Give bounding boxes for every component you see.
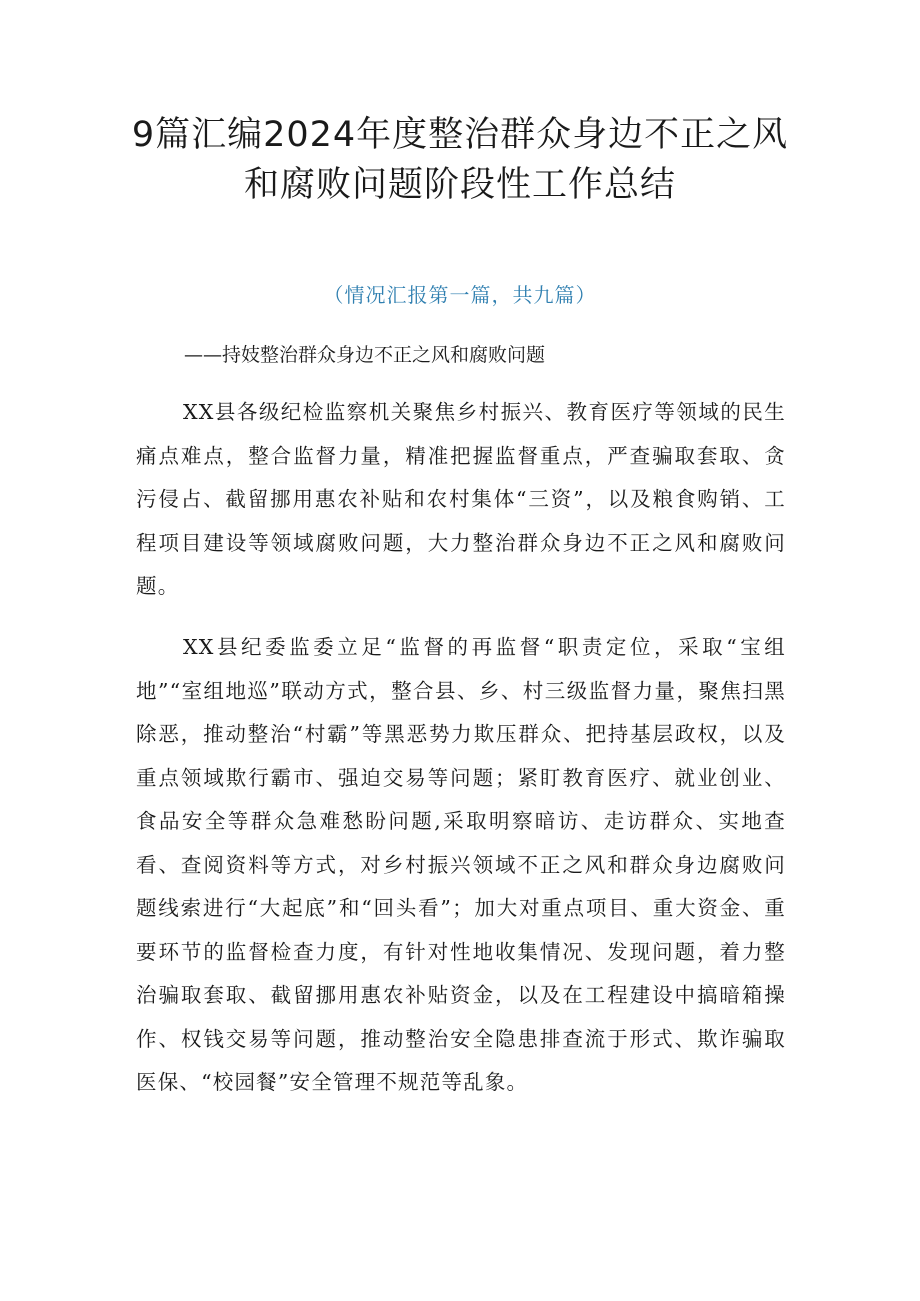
- body-paragraph-2: XX县纪委监委立足“监督的再监督“职责定位，采取“宝组地”“室组地巡”联动方式，整合县、乡、村三级监督力量，聚焦扫黑除恶，推动整治“村霸”等黑恶势力欺压群众、把持基层政权，以及重点领域欺行霸市、强迫交易等问题；紧盯教育医疗、就业创业、食品安全等群众急难愁盼问题,采取明察暗访、走访群众、实地查看、查阅资料等方式，对乡村振兴领域不正之风和群众身边腐败问题线索进行“大起底”和“回头看”；加大对重点项目、重大资金、重要环节的监督检查力度，有针对性地收集情况、发现问题，着力整治骗取套取、截留挪用惠农补贴资金，以及在工程建设中搞暗箱操作、权钱交易等问题，推动整治安全隐患排查流于形式、欺诈骗取医保、“校园餐”安全管理不规范等乱象。: [136, 635, 786, 1094]
- title-line-2: 和腐败问题阶段性工作总结: [243, 165, 676, 205]
- body-paragraph-1: XX县各级纪检监察机关聚焦乡村振兴、教育医疗等领域的民生痛点难点，整合监督力量，精准把握监督重点，严查骗取套取、贪污侵占、截留挪用惠农补贴和农村集体“三资”，以及粮食购销、工程项目建设等领域腐败问题，大力整治群众身边不正之风和腐败问题。: [136, 400, 786, 598]
- section-heading: ——持妓整治群众身边不正之风和腐败问题: [184, 344, 546, 366]
- title-line-1: 9篇汇编2024年度整治群众身边不正之风: [131, 115, 789, 155]
- document-title: [120, 110, 800, 210]
- document-subtitle: （情况汇报第一篇，共九篇）: [323, 283, 597, 307]
